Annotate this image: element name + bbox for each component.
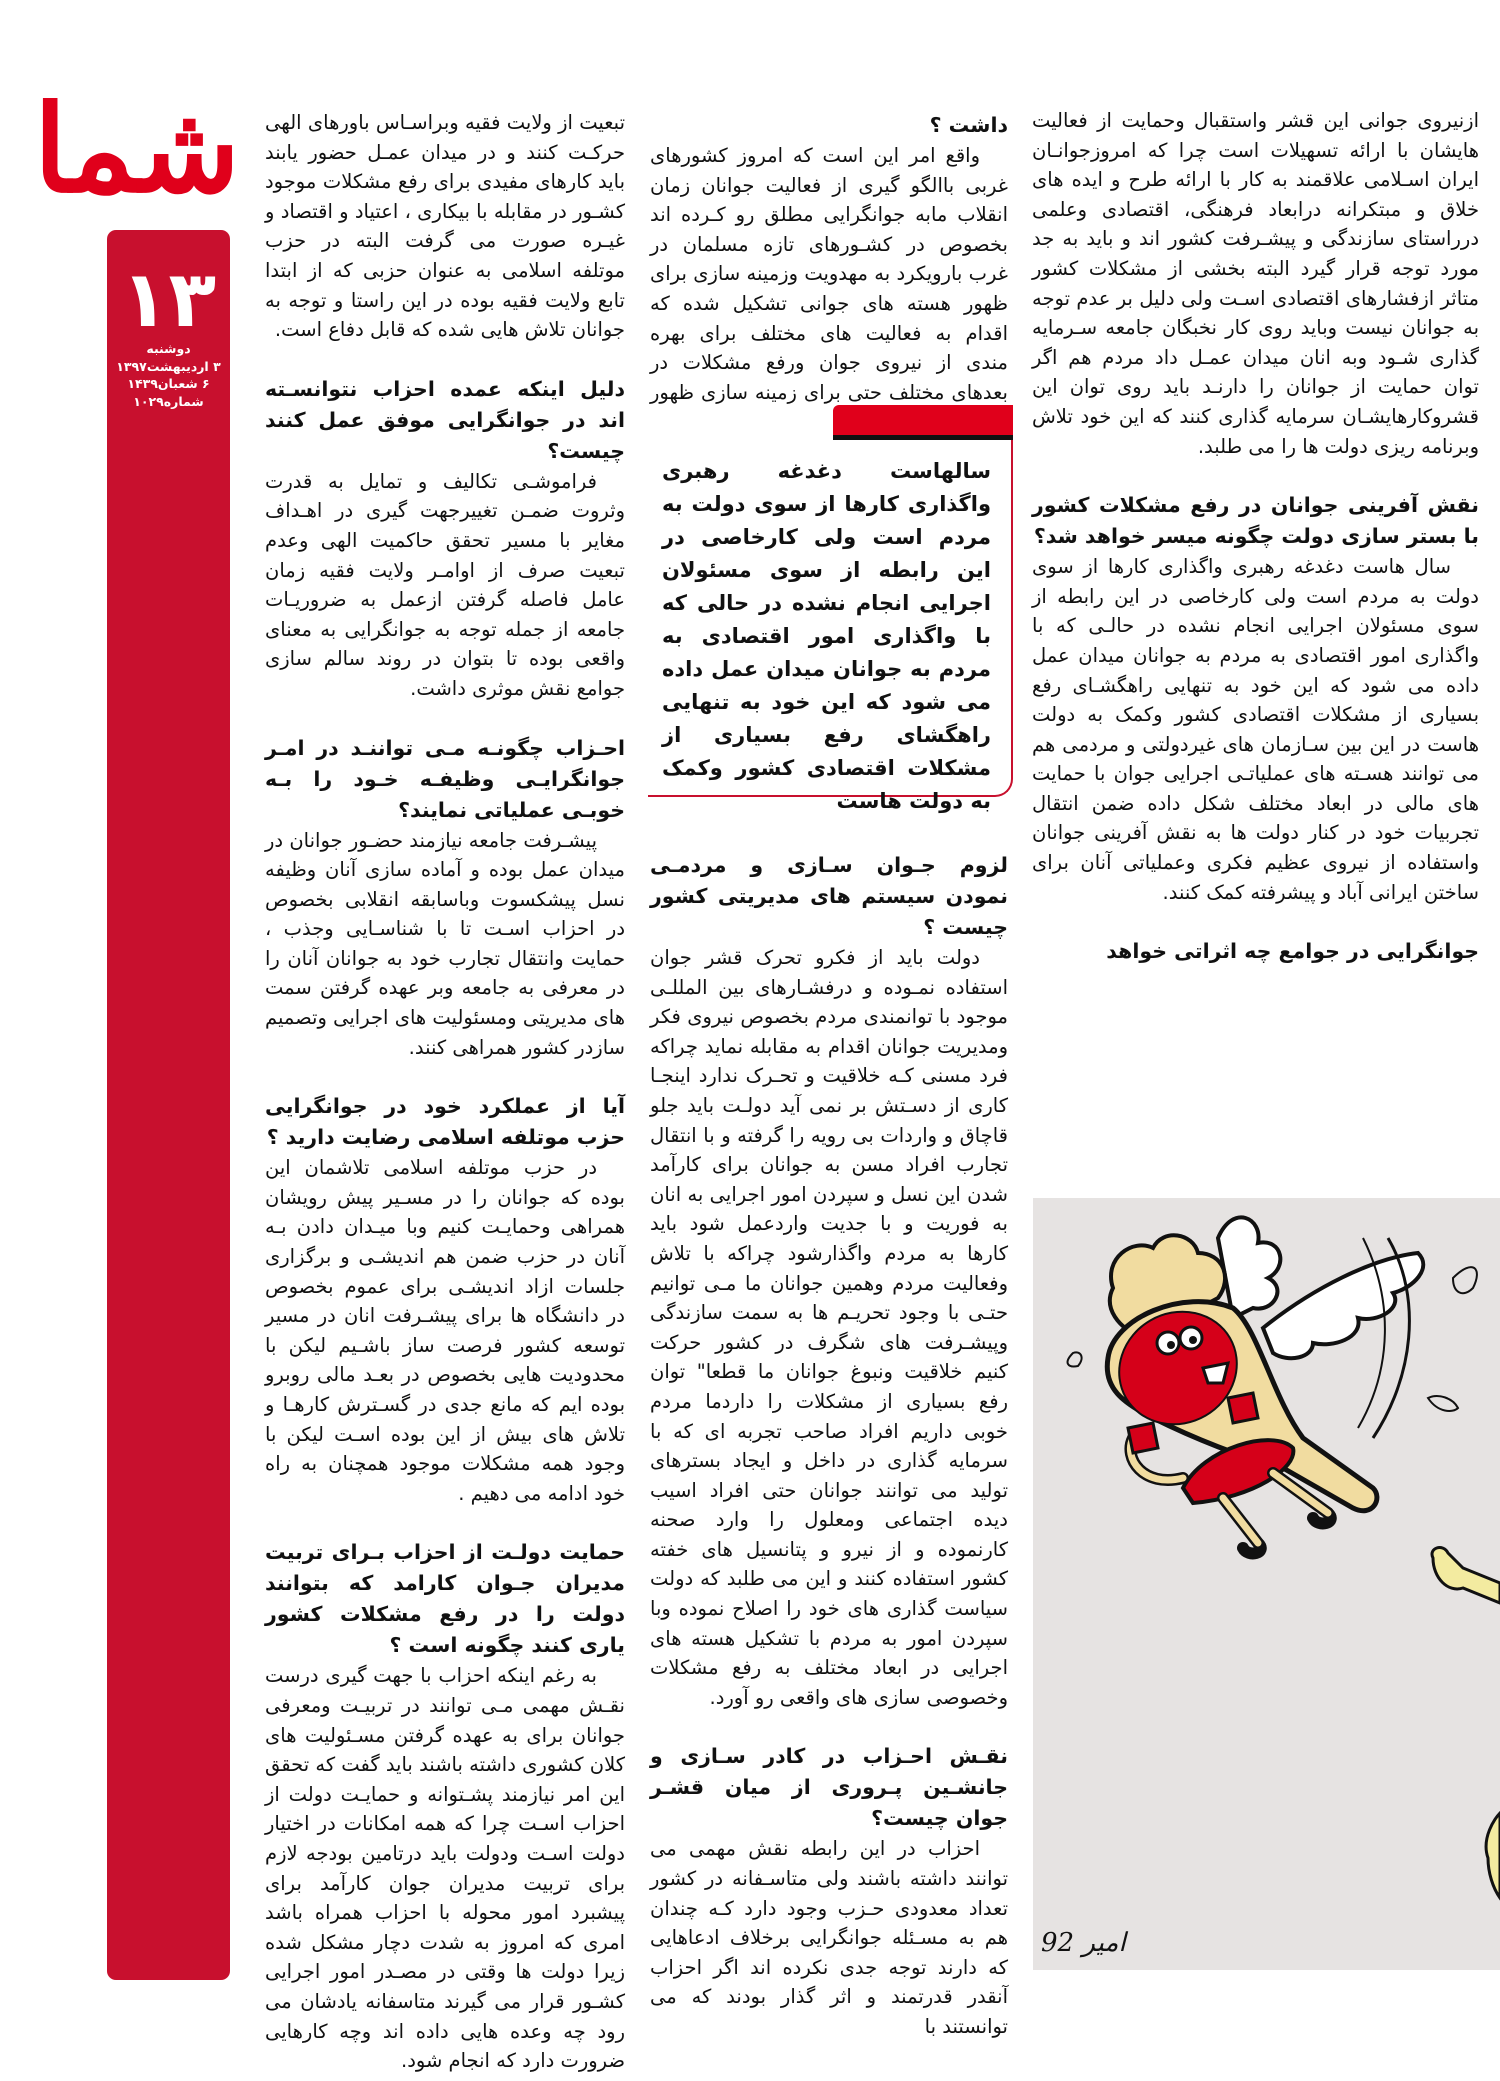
cartoon-figure-edge bbox=[1486, 1813, 1500, 1898]
interview-question-heading: نقـش احـزاب در کادر سـازی و جانشـین پـروری از میان قشـر جوان چیست؟ bbox=[650, 1744, 1008, 1831]
paragraph-spacer bbox=[1032, 461, 1479, 490]
interview-question-heading: حمایت دولـت از احزاب بـرای تربیت مدیران جـوان کارامد که بتوانند دولت را در رفع مشکلات کشور یاری کنند چگونه است ؟ bbox=[265, 1540, 625, 1658]
dateline-weekday: دوشنبه bbox=[146, 341, 191, 356]
paragraph-spacer bbox=[650, 1712, 1008, 1741]
cartoon-wing-front bbox=[1263, 1253, 1423, 1358]
cartoon-sweat-drop bbox=[1068, 1352, 1082, 1366]
publication-logo: شما bbox=[33, 79, 240, 220]
cartoon-pupil bbox=[1167, 1341, 1175, 1349]
paragraph-spacer bbox=[265, 345, 625, 374]
interview-question-heading: لزوم جـوان سـازی و مردمـی نمودن سیستم های مدیریتی کشور چیست ؟ bbox=[650, 853, 1008, 939]
dateline-lunar-date: ۶ شعبان۱۴۳۹ bbox=[127, 376, 210, 391]
paragraph-spacer bbox=[265, 704, 625, 733]
cartoon-sweat-drop bbox=[1428, 1396, 1458, 1411]
cartoon-wing-back bbox=[1218, 1217, 1280, 1318]
pull-quote-box bbox=[648, 405, 1013, 813]
interview-question-heading: دلیل اینکه عمده احزاب نتوانسـته اند در جوانگرایی موفق عمل کنند چیست؟ bbox=[265, 376, 625, 463]
interview-question-heading: آیا از عملکرد خود در جوانگرایی حزب موتلفه اسلامی رضایت دارید ؟ bbox=[265, 1094, 625, 1150]
article-paragraph: سال هاست دغدغه رهبری واگذاری کارها از سوی دولت به مردم است ولی کارخاصی در این رابطه از سوی مسئولان اجرایی انجام نشده در حالـی که با واگذاری امور اقتصادی به مردم به جوانان میدان عمل داده می شود که این خود به تنهایی راهگشـای رفع بسیاری از مشکلات اقتصادی کشور وکمک به دولت هاست در این بین سـازمان های غیردولتی و مردمی هم می توانند هسـته های عملیاتـی اجرایی جوان با حمایت های مالی در ابعاد مختلف شکل داده ضمن انتقال تجربیات خود در کنار دولت ها به نقش آفرینی جوانان واستفاده از نیروی عظیم فکری وعملیاتی آنان برای ساختن ایرانی آباد و پیشرفته کمک کنند. bbox=[1032, 555, 1479, 904]
article-paragraph: فراموشـی تکالیف و تمایل به قدرت وثروت ضمـن تغییرجهت گیری در اهـداف مغایر با مسیر تحقق حاکمیت الهی وعدم تبعیت صرف از اوامـر ولایت فقیه زمان عامل فاصله گرفتن ازعمل به ضروریـات جامعه از جمله توجه به جوانگرایی به معنای واقعی بوده تا بتوان در روند سالم سازی جوامع نقش موثری داشت. bbox=[265, 469, 625, 700]
cartoon-illustration bbox=[1033, 1198, 1500, 1970]
article-column-right bbox=[1032, 106, 1479, 967]
cartoon-leg-fill bbox=[1223, 1498, 1258, 1543]
interview-question-heading: داشت ؟ bbox=[929, 113, 1008, 137]
paragraph-spacer bbox=[265, 1508, 625, 1537]
pull-quote-black-rule bbox=[833, 435, 1013, 440]
article-column-left bbox=[265, 108, 625, 2076]
dateline-issue-number: شماره۱۰۲۹ bbox=[133, 393, 204, 409]
cartoon-pupil bbox=[1189, 1336, 1197, 1344]
dateline bbox=[107, 340, 230, 410]
dateline-solar-date: ۳ اردیبهشت۱۳۹۷ bbox=[116, 358, 221, 374]
page-sidebar bbox=[107, 230, 230, 1980]
article-paragraph: تبعیت از ولایت فقیه وبراسـاس باورهای الهی حرکـت کنند و در میدان عمـل حضور یابند باید کارهای مفیدی برای رفع مشکلات موجود کشـور در مقابله با بیکاری ، اعتیاد و اقتصاد و غیـره صورت می گرفت البته در حزب موتلفه اسلامی به عنوان حزبی که از ابتدا تابع ولایت فقیه بوده در این راستا و توجه به جوانان تلاش هایی شده که قابل دفاع است. bbox=[265, 111, 625, 342]
cartoon-sweat-drop bbox=[1453, 1267, 1477, 1293]
interview-question-heading: احـزاب چگونـه مـی تواننـد در امـر جوانگرایـی وظیفـه خـود را بـه خوبـی عملیاتی نمایند؟ bbox=[265, 735, 625, 822]
interview-question-heading: جوانگرایی در جوامع چه اثراتی خواهد bbox=[1106, 939, 1479, 964]
cartoon-cushion-left bbox=[1128, 1423, 1158, 1453]
pull-quote-red-tab bbox=[833, 405, 1013, 435]
article-paragraph: دولت باید از فکرو تحرک قشر جوان استفاده نمـوده و درفشـارهای بین المللـی موجود با توانمندی مردم بخصوص نیروی فکر ومدیریت جوانان اقدام به مقابله نماید چراکه فرد مسنی کـه خلاقیت و تحـرک ندارد اینجـا کاری از دسـتش بر نمی آید دولـت باید جلو قاچاق و واردات بی رویه را گرفته و با انتقال تجارب افراد مسن به جوانان برای کارآمد شدن این نسل و سپردن امور اجرایی به انان به فوریت و با جدیت واردعمل شود باید کارها به مردم واگذارشود چراکه با تلاش وفعالیت مردم وهمین جوانان ما مـی توانیم حتـی با وجود تحریـم ها به سمت سازندگی وپیشـرفت های شگرف در کشور حرکت کنیم خلاقیت ونبوغ جوانان ما قطعا" توان رفع بسیاری از مشکلات را داردما مردم خوبی داریم افراد صاحب تجربه ای که با سرمایه گذاری در داخل و ایجاد بسترهای تولید می توانند جوانان حتی افراد اسیب دیده اجتماعی ومعلول را وارد صحنه کارنموده و از نیرو و پتانسیل های خفته کشور استفاده کنند و این می طلبد که دولت سیاست گذاری های خود را اصلاح نموده وبا سپردن امور به مردم با تشکیل هسته های اجرایی در ابعاد مختلف به رفع مشکلات وخصوصی سازی های واقعی رو آورد. bbox=[650, 946, 1008, 1709]
article-column-middle-top bbox=[650, 110, 1008, 437]
article-column-middle-bottom bbox=[650, 850, 1008, 2042]
article-paragraph: پیشـرفت جامعه نیازمند حضـور جوانان در میدان عمل بوده و آماده سازی آنان وظیفه نسل پیشکسوت وباسابقه انقلابی بخصوص در احزاب اسـت تا با شناسـایی وجذب ، حمایت وانتقال تجارب خود به جوانان آنان را در معرفی به جامعه وبر عهده گرفتن سمت های مدیریتی ومسئولیت های اجرایی وتصمیم سازدر کشور همراهی کنند. bbox=[265, 828, 625, 1059]
article-paragraph: در حزب موتلفه اسلامی تلاشمان این بوده که جوانان را در مسـیر پیش رویشان همراهی وحمایـت کنیم وبا میـدان دادن بـه آنان در حزب ضمن هم اندیشـی و برگزاری جلسات ازاد اندیشـی برای عموم بخصوص در دانشگاه ها برای پیشـرفت انان در مسیر توسعه کشور فرصت ساز باشـیم لیکن با محدودیت هایی بخصوص در بعـد مالی روبرو بوده ایم که مانع جدی در گسـترش کارهـا و تلاش های بیش از این بوده اسـت لیکن با وجود همه مشکلات موجود همچنان به راه خود ادامه می دهیم . bbox=[265, 1156, 625, 1505]
page-number: ۱۳ bbox=[120, 255, 217, 345]
article-paragraph: ازنیروی جوانی این قشر واستقبال وحمایت از فعالیت هایشان با ارائه تسهیلات است چرا که امروزجوانـان ایران اسـلامی علاقمند به کار با ارائه طرح و ایده های خلاق و مبتکرانه درابعاد فرهنگی، اقتصادی وعلمی درراستای سازندگی و پیشـرفت کشور اند و باید به جد مورد توجه قرار گیرد البته بخشی از مشکلات کشور متاثر ازفشارهای اقتصادی اسـت ولی دلیل بر عدم توجه به جوانان نیست وباید روی کار نخبگان جامعه سـرمایه گذاری شـود وبه انان میدان عمـل داد مردم هم اگر توان حمایت از جوانان را دارنـد باید روی توان این قشروکارهایشـان سرمایه گذاری کنند که این خود تلاش وبرنامه ریزی دولت ها را می طلبد. bbox=[1032, 109, 1479, 458]
pull-quote-text: سالهاست دغدغه رهبری واگذاری کارها از سوی دولت به مردم است ولی کارخاصی در این رابطه از سوی مسئولان اجرایی انجام نشده در حالی که با واگذاری امور اقتصادی به مردم به جوانان میدان عمل داده می شود که این خود به تنهایی راهگشای رفع بسیاری از مشکلات اقتصادی کشور وکمک به دولت هاست bbox=[662, 459, 991, 813]
cartoonist-signature: 92 امیر bbox=[1041, 1928, 1126, 1958]
cartoon-mouth bbox=[1203, 1363, 1228, 1383]
article-paragraph: واقع امر این است که امروز کشورهای غربی باالگو گیری از فعالیت جوانان زمان انقلاب مابه جوانگرایی مطلق رو کـرده اند بخصوص در کشـورهای تازه مسلمان در غرب بارویکرد به مهدویت وزمینه سازی برای ظهور هسته های جوانی تشکیل شده که اقدام به فعالیت های مختلف برای بهره مندی از نیروی جوان ورفع مشکلات در بعدهای مختلف حتی برای زمینه سازی ظهور bbox=[650, 144, 1008, 404]
paragraph-spacer bbox=[1032, 907, 1479, 936]
article-paragraph: به رغم اینکه احزاب با جهت گیری درست نقـش مهمی مـی توانند در تربیـت ومعرفی جوانان برای به عهده گرفتن مسـئولیت های کلان کشوری داشته باشند باید گفت که تحقق این امر نیازمند پشـتوانه و حمایـت دولت از احزاب اسـت چرا که همه امکانات در اختیار دولت اسـت ودولت باید درتامین بودجه لازم برای تربیت مدیران جوان کارآمد برای پیشبرد امور محوله با احزاب همراه باشد امری که امروز به شدت دچار مشکل شده زیرا دولت ها وقتی در مصـدر امور اجرایی کشـور قرار می گیرند متاسفانه یادشان می رود چه وعده هایی داده اند وچه کارهایی ضرورت دارد که انجام شود. bbox=[265, 1664, 625, 2073]
cartoon-drawing bbox=[1033, 1198, 1500, 1970]
cartoon-cushion-right bbox=[1228, 1393, 1258, 1423]
interview-question-heading: نقش آفرینی جوانان در رفع مشکلات کشور با بستر سازی دولت چگونه میسر خواهد شد؟ bbox=[1032, 493, 1479, 549]
paragraph-spacer bbox=[265, 1062, 625, 1091]
cartoon-reaching-hand bbox=[1432, 1548, 1500, 1603]
article-paragraph: احزاب در این رابطه نقش مهمی می توانند داشته باشند ولی متاسـفانه در کشور تعداد معدودی حـزب وجود دارد کـه چندان هم به مسـئله جوانگرایی برخلاف ادعاهایی که دارند توجه جدی نکرده اند اگر احزاب آنقدر قدرتمند و اثر گذار بودند که می توانستند با bbox=[650, 1837, 1008, 2038]
